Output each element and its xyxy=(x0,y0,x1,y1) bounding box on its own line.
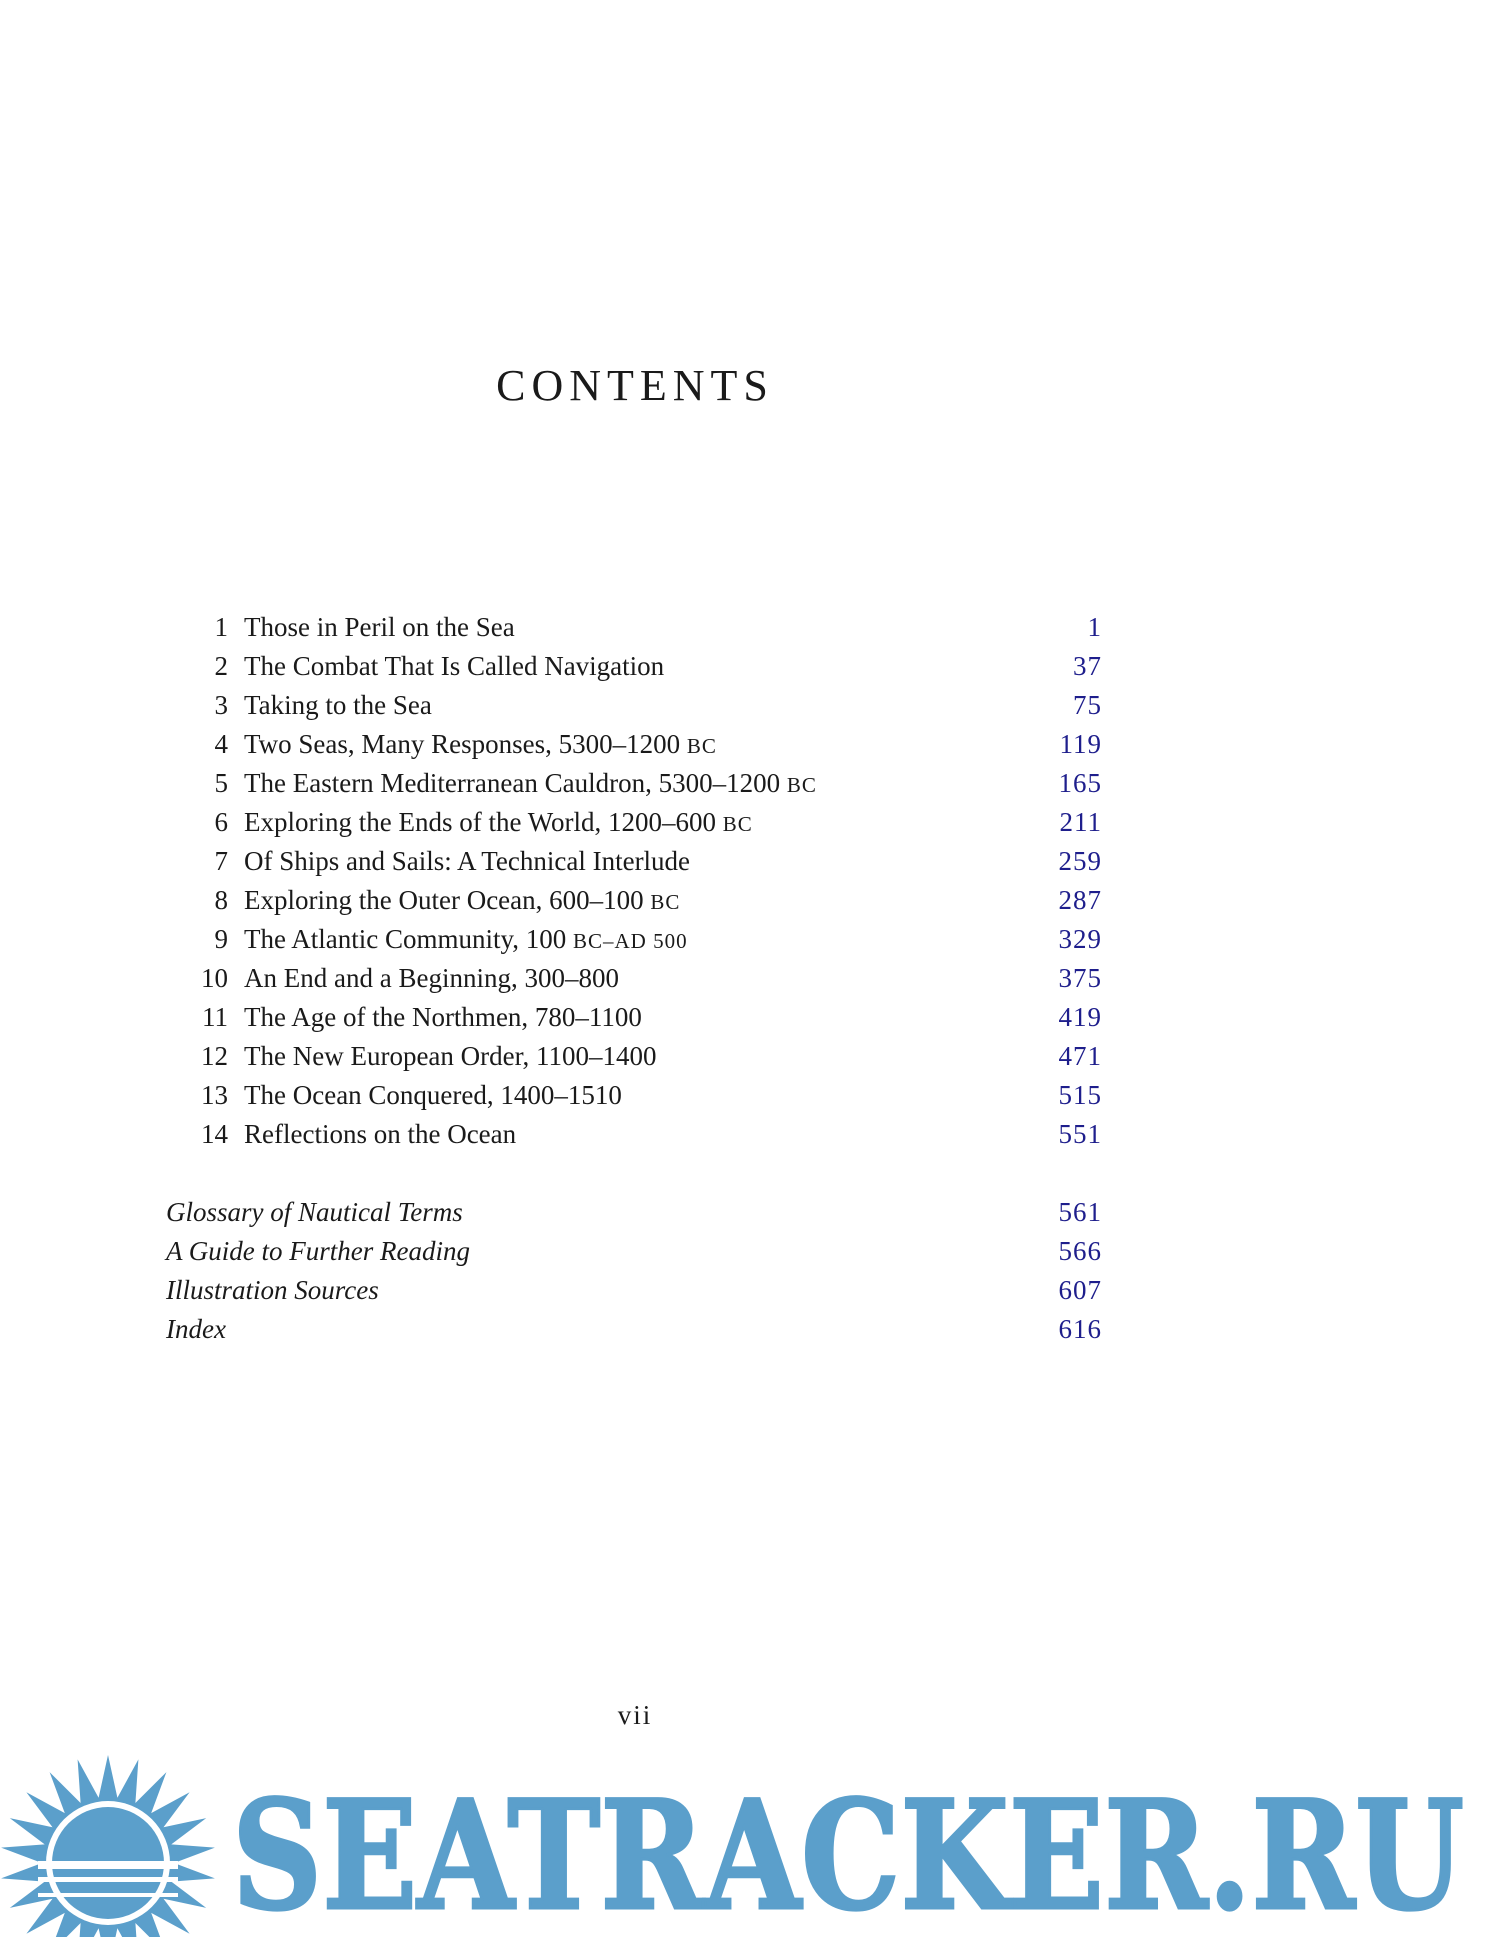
chapter-number: 3 xyxy=(214,690,228,720)
toc-backmatter-row xyxy=(166,1232,1102,1271)
chapter-title xyxy=(244,764,817,805)
page-title: CONTENTS xyxy=(496,361,774,410)
chapter-title-text: Of Ships and Sails: A Technical Interlude xyxy=(244,846,691,876)
chapter-title xyxy=(244,1115,516,1154)
backmatter-page-number: 561 xyxy=(1058,1197,1102,1227)
chapter-number: 2 xyxy=(214,651,228,681)
chapter-number: 6 xyxy=(214,807,228,837)
backmatter-list xyxy=(166,1193,1102,1349)
toc-backmatter-row xyxy=(166,1193,1102,1232)
chapter-title-text: Exploring the Outer Ocean, 600–100 xyxy=(244,885,644,915)
chapter-title xyxy=(244,881,680,922)
toc-chapter-row xyxy=(166,608,1102,647)
chapter-page-number: 419 xyxy=(1058,1002,1102,1032)
chapter-number: 9 xyxy=(214,924,228,954)
chapter-number: 8 xyxy=(214,885,228,915)
chapter-page-number: 211 xyxy=(1059,807,1102,837)
chapter-title xyxy=(244,803,753,844)
chapter-title xyxy=(244,1076,622,1115)
backmatter-title: Illustration Sources xyxy=(166,1275,379,1305)
chapter-title-text: Taking to the Sea xyxy=(244,690,432,720)
chapter-number: 1 xyxy=(214,612,228,642)
chapter-title-text: An End and a Beginning, 300–800 xyxy=(244,963,619,993)
chapter-era: BC xyxy=(786,773,817,797)
watermark-banner xyxy=(0,1718,1489,1937)
watermark-text: SEATRACKER.RU xyxy=(232,1768,1464,1937)
backmatter-page-number: 616 xyxy=(1058,1314,1102,1344)
chapter-title-text: The Eastern Mediterranean Cauldron, 5300–1200 xyxy=(244,768,781,798)
chapter-title-text: Reflections on the Ocean xyxy=(244,1119,517,1149)
chapter-page-number: 119 xyxy=(1059,729,1102,759)
toc-chapter-row xyxy=(166,1037,1102,1076)
chapter-page-number: 375 xyxy=(1058,963,1102,993)
chapter-era: BC–AD 500 xyxy=(572,929,688,953)
toc-chapter-row xyxy=(166,842,1102,881)
chapter-era: BC xyxy=(686,734,717,758)
chapter-title-text: The Age of the Northmen, 780–1100 xyxy=(244,1002,642,1032)
chapter-number: 13 xyxy=(201,1080,228,1110)
chapter-title xyxy=(244,1037,657,1076)
chapter-title-text: The Atlantic Community, 100 xyxy=(244,924,567,954)
sun-burst-icon xyxy=(1,1755,215,1937)
chapter-number: 4 xyxy=(214,729,228,759)
chapter-page-number: 551 xyxy=(1058,1119,1102,1149)
chapter-title xyxy=(244,842,690,881)
backmatter-title: Index xyxy=(166,1314,226,1344)
chapter-page-number: 37 xyxy=(1073,651,1102,681)
page-folio: vii xyxy=(617,1700,653,1730)
toc-chapter-row xyxy=(166,725,1102,764)
backmatter-page-number: 607 xyxy=(1058,1275,1102,1305)
toc-chapter-row xyxy=(166,1076,1102,1115)
chapter-page-number: 259 xyxy=(1058,846,1102,876)
chapter-page-number: 287 xyxy=(1058,885,1102,915)
toc-chapter-row xyxy=(166,959,1102,998)
toc-chapter-row xyxy=(166,686,1102,725)
chapter-title xyxy=(244,725,717,766)
toc-chapter-row xyxy=(166,647,1102,686)
chapter-title-text: The New European Order, 1100–1400 xyxy=(244,1041,657,1071)
chapter-title xyxy=(244,920,688,961)
toc-chapter-row xyxy=(166,764,1102,803)
chapter-title xyxy=(244,608,515,647)
backmatter-title: Glossary of Nautical Terms xyxy=(166,1197,463,1227)
chapter-title-text: Two Seas, Many Responses, 5300–1200 xyxy=(244,729,681,759)
chapter-title xyxy=(244,959,619,998)
chapter-number: 14 xyxy=(201,1119,228,1149)
chapter-title-text: Exploring the Ends of the World, 1200–600 xyxy=(244,807,717,837)
chapter-page-number: 515 xyxy=(1058,1080,1102,1110)
toc-chapter-row xyxy=(166,881,1102,920)
chapter-era: BC xyxy=(650,890,681,914)
toc-chapter-row xyxy=(166,1115,1102,1154)
chapter-number: 11 xyxy=(202,1002,228,1032)
toc-backmatter-row xyxy=(166,1271,1102,1310)
chapter-page-number: 165 xyxy=(1058,768,1102,798)
chapter-list xyxy=(166,608,1102,1154)
chapter-title xyxy=(244,686,432,725)
chapter-page-number: 471 xyxy=(1058,1041,1102,1071)
chapter-page-number: 75 xyxy=(1073,690,1102,720)
chapter-number: 10 xyxy=(201,963,228,993)
chapter-title-text: The Ocean Conquered, 1400–1510 xyxy=(244,1080,622,1110)
chapter-number: 7 xyxy=(214,846,228,876)
toc-chapter-row xyxy=(166,803,1102,842)
chapter-number: 12 xyxy=(201,1041,228,1071)
toc-chapter-row xyxy=(166,920,1102,959)
toc-chapter-row xyxy=(166,998,1102,1037)
chapter-page-number: 329 xyxy=(1058,924,1102,954)
backmatter-title: A Guide to Further Reading xyxy=(166,1236,470,1266)
backmatter-page-number: 566 xyxy=(1058,1236,1102,1266)
table-of-contents xyxy=(166,608,1102,1349)
chapter-title xyxy=(244,998,642,1037)
chapter-number: 5 xyxy=(214,768,228,798)
chapter-era: BC xyxy=(722,812,753,836)
chapter-title-text: The Combat That Is Called Navigation xyxy=(244,651,665,681)
toc-backmatter-row xyxy=(166,1310,1102,1349)
chapter-title-text: Those in Peril on the Sea xyxy=(244,612,515,642)
chapter-page-number: 1 xyxy=(1087,612,1102,642)
chapter-title xyxy=(244,647,664,686)
